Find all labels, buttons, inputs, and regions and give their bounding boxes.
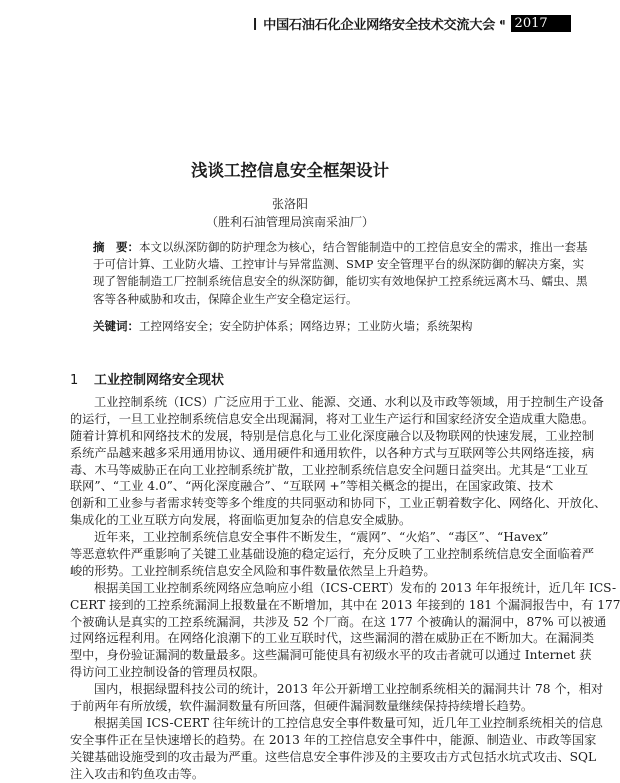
- paragraph-line: 注入攻击和钓鱼攻击等。: [70, 766, 205, 781]
- header-bracket-icon: ❙: [250, 16, 261, 30]
- keywords-label: 关键词：: [93, 319, 139, 333]
- affiliation: （胜利石油管理局滨南采油厂）: [205, 215, 374, 229]
- paragraph-line: 型中，身份验证漏洞的数量最多。这些漏洞可能使具有初级水平的攻击者就可以通过 Internet 获: [70, 648, 592, 663]
- paragraph-line: 集成化的工业互联方向发展，将面临更加复杂的信息安全威胁。: [70, 513, 412, 528]
- paragraph-line: 个被确认是真实的工控系统漏洞，共涉及 52 个厂商。在这 177 个被确认的漏洞中，87% 可以被通: [70, 614, 607, 629]
- running-header: [250, 14, 585, 32]
- keywords: [93, 318, 516, 334]
- paragraph-line: 随着计算机和网络技术的发展，特别是信息化与工业化深度融合以及物联网的快速发展，工业控制: [70, 428, 595, 443]
- abstract-text: 本文以纵深防御的防护理念为核心，结合智能制造中的工控信息安全的需求，推出一套基: [139, 240, 588, 254]
- paragraph-line: 毒、木马等威胁正在向工业控制系统扩散，工业控制系统信息安全问题日益突出。尤其是“工业互: [70, 462, 589, 477]
- keywords-text: 工控网络安全；安全防护体系；网络边界；工业防火墙；系统架构: [139, 319, 473, 333]
- paper-title: 浅谈工控信息安全框架设计: [191, 161, 389, 180]
- paragraph-line: CERT 接到的工控系统漏洞上报数量在不断增加，其中在 2013 年接到的 181 个漏洞报告中，有 177: [70, 597, 620, 612]
- abstract-line: 客等各种威胁和攻击，保障企业生产安全稳定运行。: [93, 291, 358, 306]
- abstract-line: 于可信计算、工业防火墙、工控审计与异常监测、SMP 安全管理平台的纵深防御的解决方案，实: [93, 257, 585, 272]
- paragraph-line: 根据美国工业控制系统网络应急响应小组（ICS-CERT）发布的 2013 年年报统计，近几年 ICS-: [94, 580, 617, 595]
- paragraph-line: 关键基础设施受到的攻击最为严重。这些信息安全事件涉及的主要攻击方式包括水坑式攻击、SQL: [70, 749, 597, 764]
- paragraph-line: 得访问工业控制设备的管理员权限。: [70, 665, 265, 680]
- section-heading: [70, 369, 224, 388]
- paragraph-line: 工业控制系统（ICS）广泛应用于工业、能源、交通、水利以及市政等领域，用于控制生产设备: [94, 395, 604, 409]
- paragraph-line: 于前两年有所放缓，软件漏洞数量有所回落，但硬件漏洞数量继续保持持续增长趋势。: [70, 699, 534, 714]
- abstract-line: 现了智能制造工厂控制系统信息安全的纵深防御，能切实有效地保护工控系统远离木马、蠕虫、黑: [93, 274, 588, 289]
- paragraph-line: 过网络远程利用。在网络化浪潮下的工业互联时代，这些漏洞的潜在威胁正在不断加大。在漏洞类: [70, 631, 595, 646]
- conference-year: 2017: [511, 15, 571, 32]
- paragraph-line: 峻的形势。工业控制系统信息安全风险和事件数量依然呈上升趋势。: [70, 563, 436, 578]
- body-text: [70, 394, 620, 782]
- conference-name: 中国石油石化企业网络安全技术交流大会: [263, 17, 496, 33]
- paragraph-line: 的运行，一旦工业控制系统信息安全出现漏洞，将对工业生产运行和国家经济安全造成重大隐患。: [70, 411, 595, 426]
- paragraph-line: 近年来，工业控制系统信息安全事件不断发生，“震网”、“火焰”、“毒区”、“Havex”: [94, 530, 549, 545]
- paragraph-line: 创新和工业参与者需求转变等多个维度的共同驱动和协同下，工业正朝着数字化、网络化、开放化、: [70, 496, 607, 511]
- abstract-line: [93, 239, 588, 256]
- abstract: [93, 239, 588, 308]
- abstract-label: 摘 要：: [93, 240, 139, 254]
- paragraph-line: 等恶意软件严重影响了关键工业基础设施的稳定运行，充分反映了工业控制系统信息安全面临着严: [70, 547, 595, 562]
- paragraph-line: 安全事件正在呈快速增长的趋势。在 2013 年的工控信息安全事件中，能源、制造业、市政等国家: [70, 732, 597, 747]
- section-title: 工业控制网络安全现状: [94, 373, 225, 388]
- section-number: 1: [70, 373, 79, 388]
- paragraph-line: 根据美国 ICS-CERT 往年统计的工控信息安全事件数量可知，近几年工业控制系统相关的信息: [94, 715, 603, 730]
- author: 张洛阳: [271, 197, 308, 211]
- paragraph-line: 国内，根据绿盟科技公司的统计，2013 年公开新增工业控制系统相关的漏洞共计 78 个，相对: [94, 682, 604, 697]
- header-decoration-icon: ⁌: [499, 15, 506, 31]
- paragraph-line: 系统产品越来越多采用通用协议、通用硬件和通用软件，以各种方式与互联网等公共网络连接，病: [70, 445, 595, 460]
- paragraph-line: 联网”、“工业 4.0”、“两化深度融合”、“互联网 +”等相关概念的提出，在国家政策、技术: [70, 479, 554, 494]
